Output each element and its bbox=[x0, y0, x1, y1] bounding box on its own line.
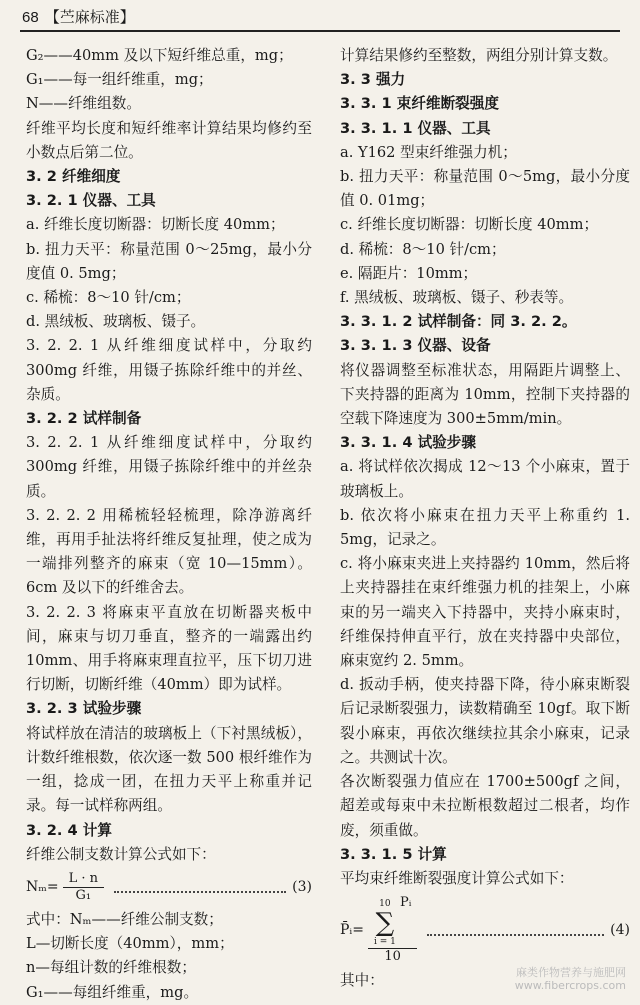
paragraph: G₂——40mm 及以下短纤维总重，mg； bbox=[26, 47, 293, 64]
paragraph: n—每组计数的纤维根数； bbox=[26, 959, 196, 977]
formula-4-denominator: 10 bbox=[384, 949, 401, 965]
right-paragraphs bbox=[340, 44, 630, 891]
paragraph: G₁——每一组纤维重，mg； bbox=[26, 71, 213, 89]
section-heading: 3. 3. 1 束纤维断裂强度 bbox=[340, 95, 499, 113]
paragraph: c. 稀梳：8～10 针/cm； bbox=[26, 289, 191, 307]
formula-3-leader bbox=[114, 881, 286, 893]
page-header bbox=[22, 6, 135, 27]
formula-4-leader bbox=[427, 924, 604, 936]
section-heading: 3. 3. 1. 2 试样制备：同 3. 2. 2。 bbox=[340, 313, 577, 331]
sigma-upper: 10 bbox=[379, 899, 391, 910]
section-heading: 3. 3. 1. 4 试验步骤 bbox=[340, 434, 476, 452]
paragraph: N——纤维组数。 bbox=[26, 95, 141, 113]
paragraph: d. 黑绒板、玻璃板、镊子。 bbox=[26, 313, 206, 331]
header-rule bbox=[20, 30, 620, 32]
formula-3-numerator: L · n bbox=[63, 871, 104, 888]
paragraph: L—切断长度（40mm），mm； bbox=[26, 935, 234, 953]
watermark-line-1: 麻类作物营养与施肥网 bbox=[516, 966, 626, 979]
paragraph: a. 将试样依次揭成 12～13 个小麻束，置于玻璃板上。 bbox=[340, 458, 630, 500]
paragraph: 平均束纤维断裂强度计算公式如下： bbox=[340, 869, 574, 887]
paragraph: f. 黑绒板、玻璃板、镊子、秒表等。 bbox=[340, 289, 574, 307]
paragraph: 各次断裂强力值应在 1700±500gf 之间，超差或每束中未拉断根数超过二根者，均作废，须重做。 bbox=[340, 773, 630, 839]
section-heading: 3. 3. 1. 5 计算 bbox=[340, 845, 447, 863]
formula-4-lhs: P̄ᵢ= bbox=[340, 922, 364, 938]
book-title: 【苎麻标准】 bbox=[44, 8, 135, 26]
formula-3-lhs: Nₘ= bbox=[26, 879, 59, 896]
paragraph: b. 扭力天平：称量范围 0～5mg，最小分度值 0. 01mg； bbox=[340, 168, 630, 210]
section-heading: 3. 3. 1. 3 仪器、设备 bbox=[340, 337, 491, 355]
paragraph: 将仪器调整至标准状态，用隔距片调整上、下夹持器的距离为 10mm，控制下夹持器的空载下降速度为 300±5mm/min。 bbox=[340, 361, 630, 428]
formula-4-fraction bbox=[368, 895, 417, 965]
watermark-line-2: www.fibercrops.com bbox=[514, 979, 626, 992]
section-heading: 3. 2. 2 试样制备 bbox=[26, 410, 142, 428]
paragraph: d. 稀梳：8～10 针/cm； bbox=[340, 240, 506, 258]
sigma-term: Pᵢ bbox=[399, 895, 412, 911]
sigma-lower: i = 1 bbox=[373, 937, 396, 948]
section-heading: 3. 2 纤维细度 bbox=[26, 168, 121, 186]
right-column bbox=[340, 44, 630, 993]
formula-4-number: (4) bbox=[610, 922, 630, 938]
formula-4 bbox=[340, 895, 630, 965]
left-column bbox=[26, 44, 312, 1005]
paragraph: 其中： bbox=[340, 972, 384, 990]
site-watermark bbox=[515, 966, 626, 992]
formula-3 bbox=[26, 871, 312, 904]
paragraph: 纤维平均长度和短纤维率计算结果均修约至小数点后第二位。 bbox=[26, 119, 312, 161]
paragraph: 3. 2. 2. 1 从纤维细度试样中，分取约 300mg 纤维，用镊子拣除纤维中的并丝杂质。 bbox=[26, 434, 312, 500]
sigma-sum bbox=[374, 898, 396, 948]
formula-4-numerator bbox=[368, 895, 417, 949]
section-heading: 3. 2. 3 试验步骤 bbox=[26, 700, 142, 718]
paragraph: a. 纤维长度切断器：切断长度 40mm； bbox=[26, 216, 285, 234]
formula-3-denominator: G₁ bbox=[75, 887, 92, 903]
paragraph: 纤维公制支数计算公式如下： bbox=[26, 845, 216, 863]
paragraph: 将试样放在清洁的玻璃板上（下衬黑绒板），计数纤维根数，依次逐一数 500 根纤维作为一组，捻成一团，在扭力天平上称重并记录。每一试样称两组。 bbox=[26, 724, 312, 815]
paragraph: 式中：Nₘ——纤维公制支数； bbox=[26, 910, 223, 928]
left-tail-paragraphs bbox=[26, 908, 312, 1005]
paragraph: G₁——每组纤维重，mg。 bbox=[26, 983, 199, 1001]
page-number: 68 bbox=[22, 9, 39, 26]
section-heading: 3. 3. 1. 1 仪器、工具 bbox=[340, 119, 491, 137]
paragraph: e. 隔距片：10mm； bbox=[340, 264, 478, 282]
paragraph: b. 依次将小麻束在扭力天平上称重约 1. 5mg，记录之。 bbox=[340, 506, 630, 549]
paragraph: a. Y162 型束纤维强力机； bbox=[340, 143, 517, 161]
formula-3-number: (3) bbox=[292, 879, 312, 896]
paragraph: 计算结果修约至整数，两组分别计算支数。 bbox=[340, 47, 618, 64]
formula-3-fraction bbox=[63, 871, 104, 904]
paragraph: c. 将小麻束夹进上夹持器约 10mm，然后将上夹持器挂在束纤维强力机的挂架上，小麻束的另一端夹入下持器中，夹持小麻束时，纤维保持伸直平行，放在夹持器中央部位，麻束宽约 2. 5mm。 bbox=[340, 555, 630, 670]
paragraph: c. 纤维长度切断器：切断长度 40mm； bbox=[340, 216, 599, 234]
paragraph: d. 扳动手柄，使夹持器下降，待小麻束断裂后记录断裂强力，读数精确至 10gf。取下断裂小麻束，再依次继续拉其余小麻束，记录之。共测试十次。 bbox=[340, 676, 630, 766]
paragraph: 3. 2. 2. 1 从纤维细度试样中，分取约 300mg 纤维，用镊子拣除纤维中的并丝、杂质。 bbox=[26, 337, 312, 403]
section-heading: 3. 2. 1 仪器、工具 bbox=[26, 192, 156, 210]
sigma-icon: ∑ bbox=[375, 908, 395, 939]
section-heading: 3. 3 强力 bbox=[340, 71, 406, 89]
paragraph: 3. 2. 2. 3 将麻束平直放在切断器夹板中间，麻束与切刀垂直，整齐的一端露出约 10mm、用手将麻束理直拉平，压下切刀进行切断，切断纤维（40mm）即为试样。 bbox=[26, 603, 312, 694]
paragraph: b. 扭力天平：称量范围 0～25mg，最小分度值 0. 5mg； bbox=[26, 240, 312, 282]
section-heading: 3. 2. 4 计算 bbox=[26, 821, 112, 839]
paragraph: 3. 2. 2. 2 用稀梳轻轻梳理，除净游离纤维，再用手扯法将纤维反复扯理，使之成为一端排列整齐的麻束（宽 10—15mm）。6cm 及以下的纤维舍去。 bbox=[26, 506, 312, 597]
left-paragraphs bbox=[26, 44, 312, 867]
